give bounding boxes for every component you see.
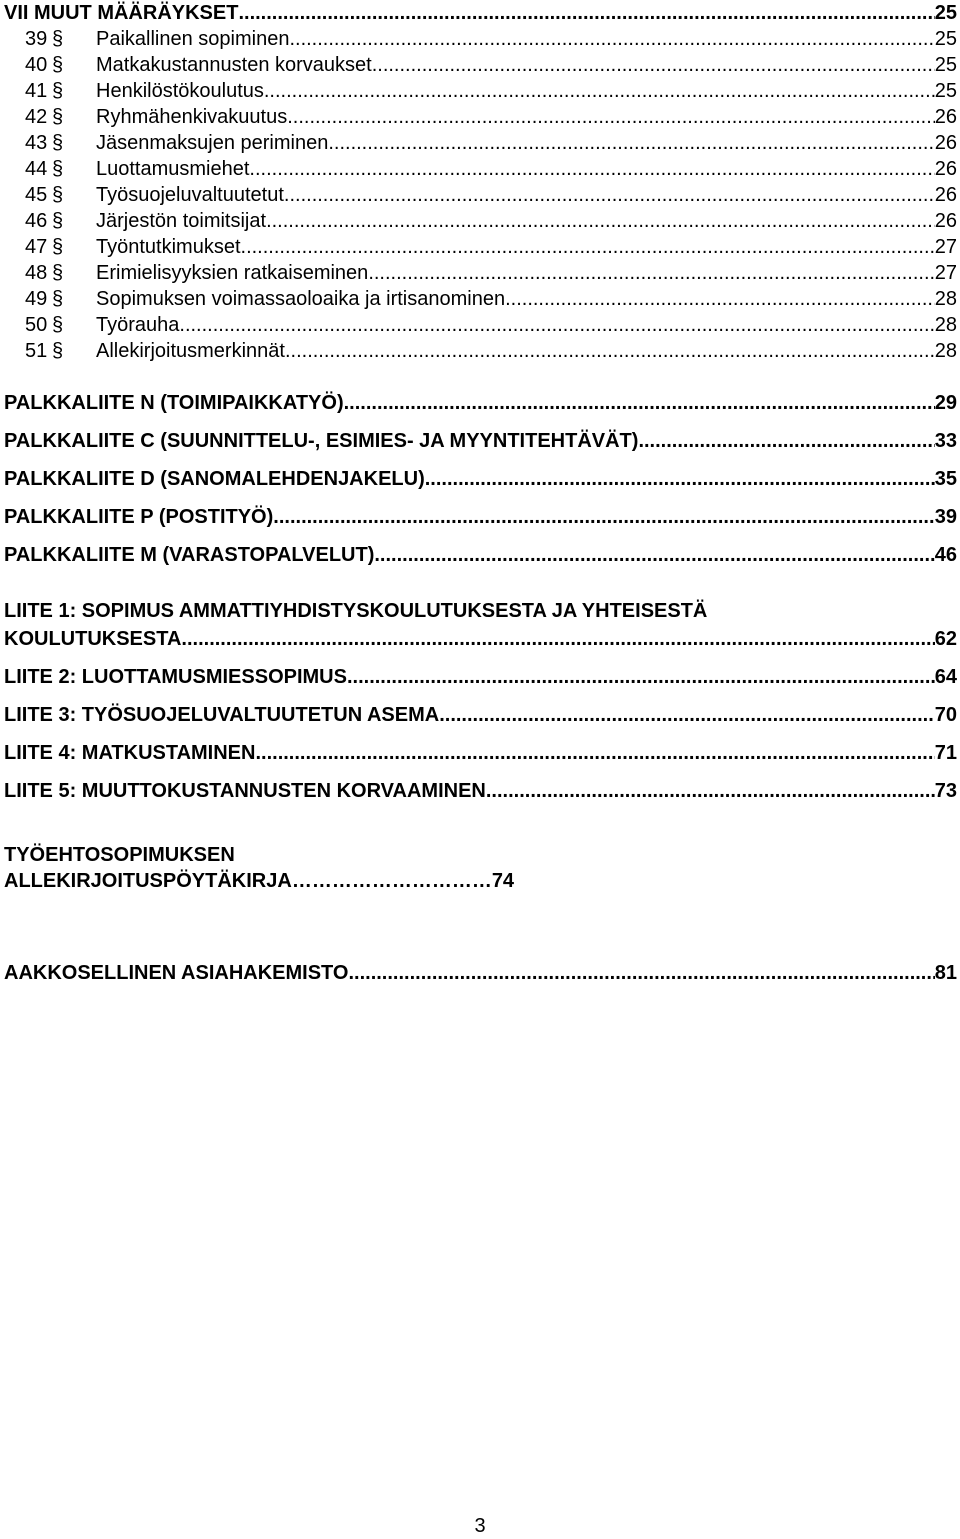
dot-leader — [255, 740, 934, 766]
toc-entry-page: 39 — [934, 506, 957, 528]
toc-section-entry[interactable] — [4, 156, 957, 182]
toc-appendix-entry[interactable] — [4, 740, 957, 766]
toc-entry-title: Sopimuksen voimassaoloaika ja irtisanominen — [96, 288, 506, 310]
toc-entry-page: 28 — [934, 314, 957, 336]
section-number: 50 — [25, 314, 48, 336]
dot-leader — [266, 208, 935, 234]
dot-leader — [328, 130, 934, 156]
section-number: 49 — [25, 288, 48, 310]
dot-leader — [179, 312, 934, 338]
toc-section-entry[interactable] — [4, 104, 957, 130]
section-sign-icon: § — [52, 262, 64, 284]
dot-leader — [486, 778, 935, 804]
toc-pay-appendix-list — [4, 390, 957, 568]
toc-entry-page: 73 — [934, 780, 957, 802]
toc-entry-title: VII MUUT MÄÄRÄYKSET — [4, 2, 239, 24]
toc-entry-page: 25 — [934, 28, 957, 50]
toc-chapter-entry[interactable] — [4, 0, 957, 26]
dot-leader — [348, 960, 934, 986]
toc-entry-page: 26 — [934, 158, 957, 180]
toc-pay-appendix-entry[interactable] — [4, 466, 957, 492]
toc-entry-title: Paikallinen sopiminen — [96, 28, 290, 50]
toc-appendix-list — [4, 664, 957, 804]
section-sign-icon: § — [52, 80, 64, 102]
dot-leader — [638, 428, 934, 454]
toc-section-entry[interactable] — [4, 130, 957, 156]
toc-entry-title: Työntutkimukset — [96, 236, 241, 258]
toc-entry-title: LIITE 2: LUOTTAMUSMIESSOPIMUS — [4, 666, 347, 688]
toc-entry-title: PALKKALIITE C (SUUNNITTELU-, ESIMIES- JA MYYNTITEHTÄVÄT) — [4, 430, 639, 452]
toc-entry-page: 64 — [934, 666, 957, 688]
toc-pay-appendix-entry[interactable] — [4, 504, 957, 530]
toc-entry-title: Työsuojeluvaltuutetut — [96, 184, 284, 206]
toc-entry-title-line2: KOULUTUKSESTA — [4, 628, 182, 650]
dot-leader — [505, 286, 935, 312]
section-sign-icon: § — [52, 106, 64, 128]
section-number: 48 — [25, 262, 48, 284]
toc-section-entry[interactable] — [4, 78, 957, 104]
toc-pay-appendix-entry[interactable] — [4, 390, 957, 416]
toc-pay-appendix-entry[interactable] — [4, 428, 957, 454]
dot-leader — [425, 466, 935, 492]
toc-entry-page: 25 — [934, 80, 957, 102]
toc-entry-title: Luottamusmiehet — [96, 158, 250, 180]
toc-entry-page: 26 — [934, 132, 957, 154]
dot-leader — [289, 26, 934, 52]
toc-section-entry[interactable] — [4, 338, 957, 364]
section-number: 43 — [25, 132, 48, 154]
toc-section-entry[interactable] — [4, 52, 957, 78]
toc-entry-page: 27 — [934, 236, 957, 258]
toc-entry-title: AAKKOSELLINEN ASIAHAKEMISTO — [4, 962, 349, 984]
dot-leader — [368, 260, 934, 286]
toc-section-entry[interactable] — [4, 182, 957, 208]
toc-entry-page: 27 — [934, 262, 957, 284]
section-sign-icon: § — [52, 158, 64, 180]
section-number: 41 — [25, 80, 48, 102]
toc-section-list — [4, 26, 957, 364]
toc-entry-page: 26 — [934, 184, 957, 206]
toc-entry-title: LIITE 4: MATKUSTAMINEN — [4, 742, 256, 764]
dot-leader — [238, 0, 934, 26]
toc-entry-page: 35 — [934, 468, 957, 490]
toc-entry-page: 26 — [934, 210, 957, 232]
dot-leader — [241, 234, 935, 260]
toc-entry-title: Järjestön toimitsijat — [96, 210, 267, 232]
toc-entry-page: 70 — [934, 704, 957, 726]
toc-signing-entry[interactable] — [4, 842, 957, 894]
toc-entry-title: LIITE 3: TYÖSUOJELUVALTUUTETUN ASEMA — [4, 704, 440, 726]
section-sign-icon: § — [52, 288, 64, 310]
toc-index-entry[interactable] — [4, 960, 957, 986]
toc-entry-page: 81 — [934, 962, 957, 984]
section-sign-icon: § — [52, 236, 64, 258]
toc-entry-title: Työrauha — [96, 314, 180, 336]
toc-entry-title: PALKKALIITE P (POSTITYÖ) — [4, 506, 274, 528]
section-sign-icon: § — [52, 314, 64, 336]
section-sign-icon: § — [52, 132, 64, 154]
toc-entry-page: 29 — [934, 392, 957, 414]
toc-appendix-entry[interactable] — [4, 778, 957, 804]
toc-section-entry[interactable] — [4, 312, 957, 338]
dot-leader — [249, 156, 934, 182]
toc-appendix-entry[interactable] — [4, 664, 957, 690]
section-number: 45 — [25, 184, 48, 206]
dot-leader — [284, 182, 935, 208]
dot-leader — [264, 78, 935, 104]
toc-entry-title-line2: ALLEKIRJOITUSPÖYTÄKIRJA — [4, 870, 292, 892]
toc-section-entry[interactable] — [4, 26, 957, 52]
toc-entry-title: Ryhmähenkivakuutus — [96, 106, 288, 128]
section-number: 40 — [25, 54, 48, 76]
section-number: 42 — [25, 106, 48, 128]
toc-entry-page: 28 — [934, 288, 957, 310]
section-sign-icon: § — [52, 340, 64, 362]
toc-entry-title: LIITE 5: MUUTTOKUSTANNUSTEN KORVAAMINEN — [4, 780, 486, 802]
toc-entry-page: 74 — [491, 870, 515, 892]
section-number: 44 — [25, 158, 48, 180]
toc-entry-title: Matkakustannusten korvaukset — [96, 54, 372, 76]
toc-entry-page: 62 — [934, 628, 957, 650]
section-number: 47 — [25, 236, 48, 258]
toc-entry-title-line1: TYÖEHTOSOPIMUKSEN — [4, 844, 235, 866]
toc-entry-page: 26 — [934, 106, 957, 128]
toc-entry-title: PALKKALIITE M (VARASTOPALVELUT) — [4, 544, 375, 566]
toc-entry-page: 28 — [934, 340, 957, 362]
toc-section-entry[interactable] — [4, 208, 957, 234]
section-number: 46 — [25, 210, 48, 232]
toc-liite1-entry[interactable] — [4, 598, 957, 652]
toc-entry-title: PALKKALIITE D (SANOMALEHDENJAKELU) — [4, 468, 425, 490]
dot-leader — [372, 52, 935, 78]
toc-entry-title: PALKKALIITE N (TOIMIPAIKKATYÖ) — [4, 392, 344, 414]
toc-entry-page: 71 — [934, 742, 957, 764]
toc-appendix-entry[interactable] — [4, 702, 957, 728]
toc-section-entry[interactable] — [4, 260, 957, 286]
toc-entry-page: 46 — [934, 544, 957, 566]
toc-entry-page: 25 — [934, 54, 957, 76]
section-sign-icon: § — [52, 54, 64, 76]
ellipsis-leader: ………………………… — [291, 870, 492, 892]
dot-leader — [374, 542, 934, 568]
section-sign-icon: § — [52, 184, 64, 206]
toc-pay-appendix-entry[interactable] — [4, 542, 957, 568]
dot-leader — [273, 504, 934, 530]
dot-leader — [287, 104, 935, 130]
section-number: 39 — [25, 28, 48, 50]
dot-leader — [285, 338, 935, 364]
toc-entry-page: 25 — [934, 2, 957, 24]
toc-entry-title: Erimielisyyksien ratkaiseminen — [96, 262, 369, 284]
section-sign-icon: § — [52, 28, 64, 50]
toc-section-entry[interactable] — [4, 286, 957, 312]
dot-leader — [439, 702, 935, 728]
toc-entry-title: Allekirjoitusmerkinnät — [96, 340, 285, 362]
dot-leader — [181, 626, 934, 652]
section-number: 51 — [25, 340, 48, 362]
table-of-contents — [4, 0, 957, 986]
dot-leader — [344, 390, 935, 416]
toc-entry-title: Jäsenmaksujen periminen — [96, 132, 329, 154]
section-sign-icon: § — [52, 210, 64, 232]
toc-entry-title: Henkilöstökoulutus — [96, 80, 264, 102]
toc-entry-page: 33 — [934, 430, 957, 452]
toc-entry-title-line1: LIITE 1: SOPIMUS AMMATTIYHDISTYSKOULUTUKSESTA JA YHTEISESTÄ — [4, 600, 708, 622]
dot-leader — [347, 664, 935, 690]
toc-section-entry[interactable] — [4, 234, 957, 260]
page-number: 3 — [474, 1515, 486, 1537]
